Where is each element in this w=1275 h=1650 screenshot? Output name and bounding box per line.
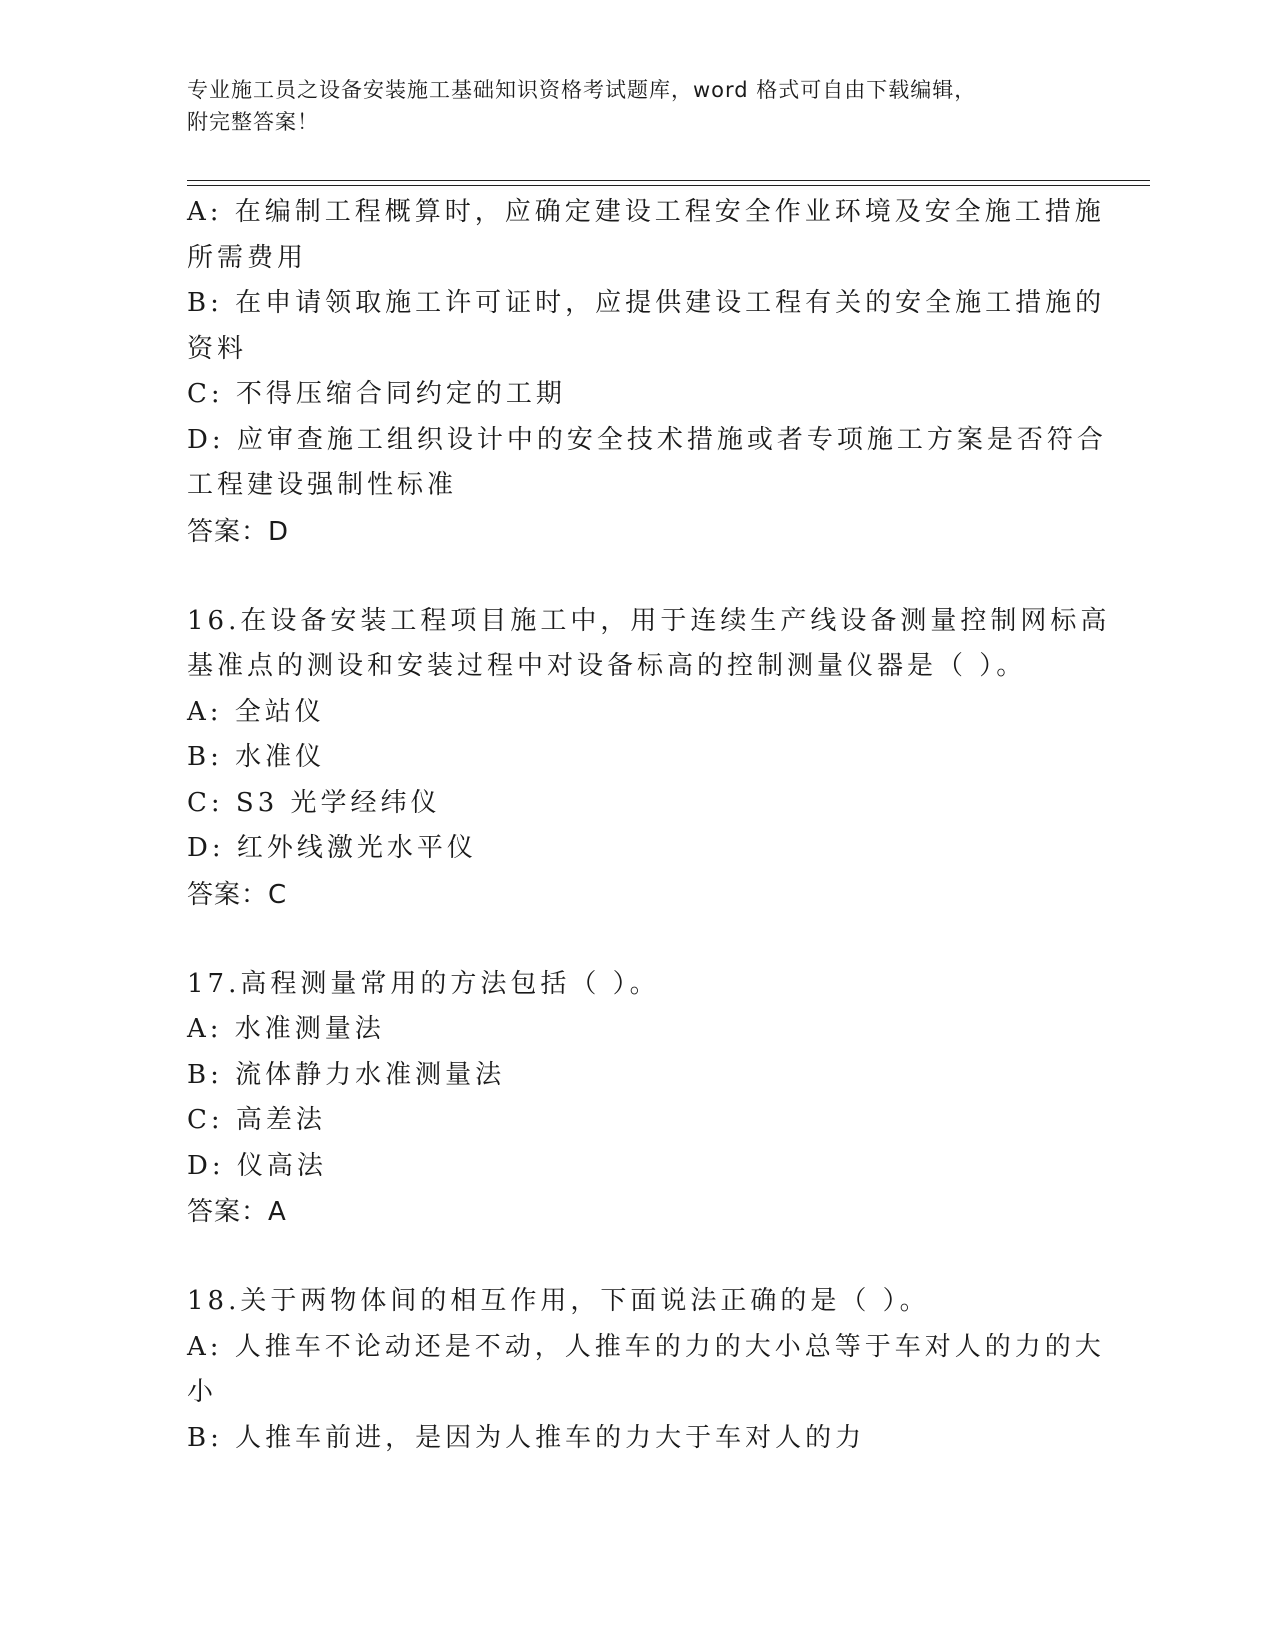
option-a-line-1: A: 人推车不论动还是不动，人推车的力的大小总等于车对人的力的大: [187, 1331, 1105, 1362]
answer-15: 答案：D: [187, 516, 290, 547]
option-c: C: S3 光学经纬仪: [187, 787, 441, 818]
option-a-line-2: 小: [187, 1377, 218, 1407]
option-c: C: 不得压缩合同约定的工期: [187, 379, 566, 409]
question-content: [187, 190, 1111, 1461]
spacer: [187, 918, 1067, 962]
option-d: D: 红外线激光水平仪: [187, 833, 477, 863]
question-stem: 18.关于两物体间的相互作用，下面说法正确的是（ ）。: [187, 1286, 930, 1316]
answer-16: 答案：C: [187, 879, 288, 910]
option-a: A: 水准测量法: [187, 1014, 385, 1044]
header-line-1: 专业施工员之设备安装施工基础知识资格考试题库，word 格式可自由下载编辑，: [187, 78, 977, 102]
question-stem: 17.高程测量常用的方法包括（ ）。: [187, 968, 660, 999]
option-a-line-2: 所需费用: [187, 242, 308, 273]
question-15: [187, 190, 1107, 555]
option-a-line-1: A: 在编制工程概算时，应确定建设工程安全作业环境及安全施工措施: [187, 197, 1105, 227]
option-b: B: 人推车前进，是因为人推车的力大于车对人的力: [187, 1422, 866, 1453]
question-stem-line-1: 16.在设备安装工程项目施工中，用于连续生产线设备测量控制网标高: [187, 605, 1111, 636]
option-d-line-2: 工程建设强制性标准: [187, 470, 458, 500]
header-line-2: 附完整答案！: [187, 110, 319, 134]
option-d-line-1: D: 应审查施工组织设计中的安全技术措施或者专项施工方案是否符合: [187, 424, 1107, 455]
question-stem-line-2: 基准点的测设和安装过程中对设备标高的控制测量仪器是（ ）。: [187, 651, 1027, 681]
option-b-line-1: B: 在申请领取施工许可证时，应提供建设工程有关的安全施工措施的: [187, 288, 1106, 318]
document-header: [187, 74, 1087, 138]
option-d: D: 仪高法: [187, 1150, 327, 1181]
option-b: B: 水准仪: [187, 742, 326, 772]
option-b: B: 流体静力水准测量法: [187, 1059, 506, 1090]
option-a: A: 全站仪: [187, 696, 325, 727]
header-rule-bottom: [187, 185, 1150, 186]
question-16: [187, 599, 1111, 918]
option-c: C: 高差法: [187, 1105, 326, 1135]
header-rule-top: [187, 180, 1150, 181]
question-18: [187, 1279, 1105, 1461]
option-b-line-2: 资料: [187, 333, 248, 364]
spacer: [187, 555, 1067, 599]
answer-17: 答案：A: [187, 1197, 287, 1227]
question-17: [187, 962, 1067, 1236]
spacer: [187, 1235, 1067, 1279]
